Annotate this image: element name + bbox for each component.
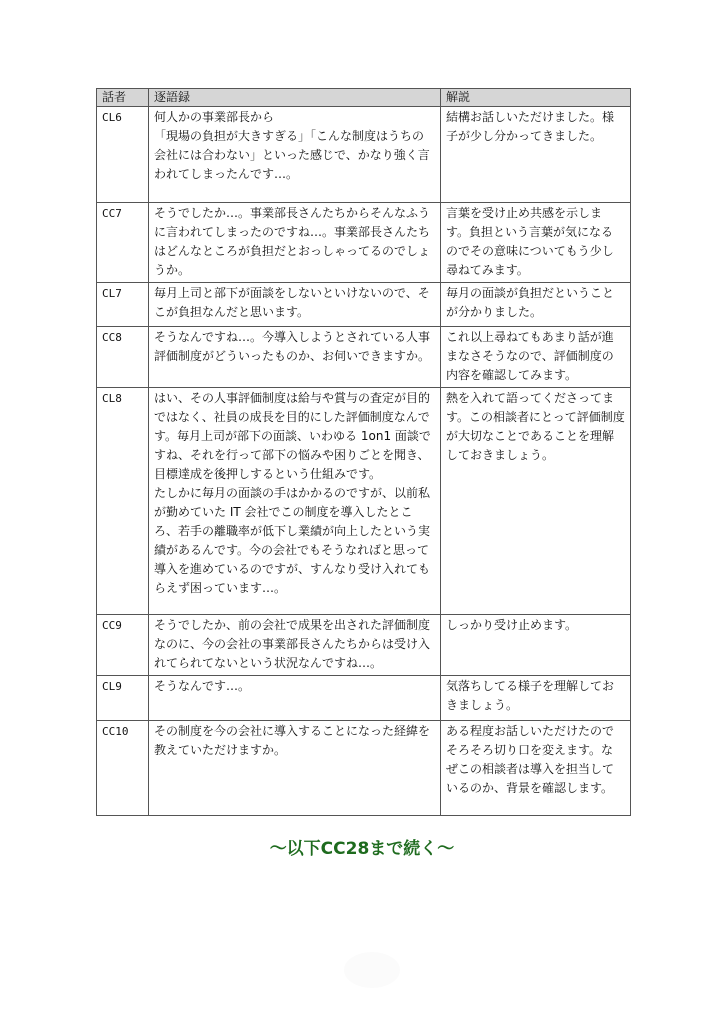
speaker-cell: CC8 [97, 327, 149, 388]
speaker-cell: CL9 [97, 676, 149, 721]
page-number-mark [344, 952, 400, 988]
transcript-text: そうなんです…。 [154, 679, 251, 693]
speaker-cell: CC7 [97, 203, 149, 283]
table-row [97, 327, 631, 388]
speaker-cell: CC10 [97, 721, 149, 816]
transcript-text: 毎月上司と部下が面談をしないといけないので、そこが負担なんだと思います。 [154, 286, 430, 319]
transcript-cell [149, 676, 441, 721]
continuation-note: ～以下CC28まで続く～ [269, 839, 455, 859]
header-transcript: 逐語録 [149, 89, 441, 107]
transcript-table [96, 88, 631, 816]
table-row [97, 203, 631, 283]
commentary-cell: これ以上尋ねてもあまり話が進まなさそうなので、評価制度の内容を確認してみます。 [441, 327, 631, 388]
transcript-text: その制度を今の会社に導入することになった経緯を教えていただけますか。 [154, 724, 431, 757]
speaker-cell: CC9 [97, 615, 149, 676]
commentary-cell: ある程度お話しいただけたのでそろそろ切り口を変えます。なぜこの相談者は導入を担当しているのか、背景を確認します。 [441, 721, 631, 816]
header-speaker: 話者 [97, 89, 149, 107]
transcript-cell [149, 721, 441, 816]
transcript-text: そうでしたか…。事業部長さんたちからそんなふうに言われてしまったのですね…。事業部長さんたちはどんなところが負担だとおっしゃってるのでしょうか。 [154, 206, 431, 277]
transcript-cell [149, 107, 441, 203]
commentary-cell: 気落ちしてる様子を理解しておきましょう。 [441, 676, 631, 721]
table-row [97, 676, 631, 721]
table-row [97, 721, 631, 816]
table-row [97, 388, 631, 615]
transcript-cell [149, 388, 441, 615]
commentary-cell: 言葉を受け止め共感を示します。負担という言葉が気になるのでその意味についてもう少し尋ねてみます。 [441, 203, 631, 283]
header-commentary: 解説 [441, 89, 631, 107]
table-row [97, 107, 631, 203]
commentary-cell: 熱を入れて語ってくださってます。この相談者にとって評価制度が大切なことであることを理解しておきましょう。 [441, 388, 631, 615]
transcript-text: そうなんですね…。今導入しようとされている人事評価制度がどういったものか、お伺いできますか。 [154, 330, 431, 363]
transcript-text: たしかに毎月の面談の手はかかるのですが、以前私が勤めていた IT 会社でこの制度を導入したところ、若手の離職率が低下し業績が向上したという実績があるんです。今の会社でもそうなればと思って導入を進めているのですが、すんなり受け入れてもらえず困っています…。 [154, 486, 431, 595]
transcript-text: 「現場の負担が大きすぎる」「こんな制度はうちの会社には合わない」といった感じで、かなり強く言われてしまったんです…。 [154, 129, 430, 181]
speaker-cell: CL6 [97, 107, 149, 203]
speaker-cell: CL8 [97, 388, 149, 615]
transcript-cell [149, 203, 441, 283]
speaker-cell: CL7 [97, 283, 149, 327]
table-header-row [97, 89, 631, 107]
transcript-text: そうでしたか、前の会社で成果を出された評価制度なのに、今の会社の事業部長さんたちからは受け入れてられてないという状況なんですね…。 [154, 618, 431, 670]
transcript-text: 何人かの事業部長から [154, 110, 275, 124]
commentary-cell: しっかり受け止めます。 [441, 615, 631, 676]
transcript-text: はい、その人事評価制度は給与や賞与の査定が目的ではなく、社員の成長を目的にした評価制度なんです。毎月上司が部下の面談、いわゆる 1on1 面談ですね、それを行って部下の悩みや困りごとを聞き、目標達成を後押しするという仕組みです。 [154, 391, 431, 481]
transcript-cell [149, 327, 441, 388]
transcript-cell [149, 615, 441, 676]
table-row [97, 283, 631, 327]
commentary-cell: 結構お話しいただけました。様子が少し分かってきました。 [441, 107, 631, 203]
commentary-cell: 毎月の面談が負担だということが分かりました。 [441, 283, 631, 327]
transcript-cell [149, 283, 441, 327]
table-row [97, 615, 631, 676]
